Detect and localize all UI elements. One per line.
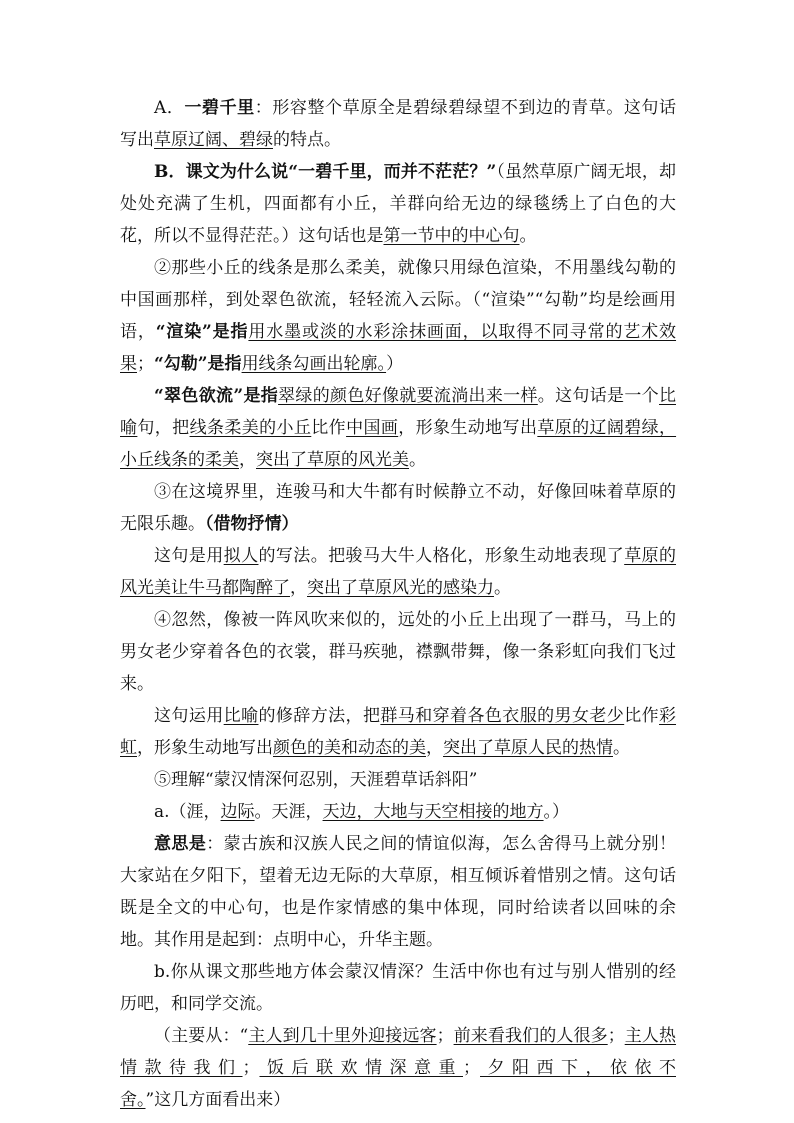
- text-span: 比作: [624, 706, 660, 726]
- text-span: 的修辞方法，把: [258, 706, 381, 726]
- text-span: ；: [137, 354, 154, 374]
- underlined-phrase: 彩虹: [120, 706, 677, 758]
- paragraph-b: [120, 156, 676, 252]
- underlined-phrase: 翠绿的颜色好像就要流淌出来一样: [278, 386, 538, 406]
- text-span: ，形象生动地写出: [398, 418, 538, 438]
- underlined-phrase: 夕阳西下，依依不舍。: [120, 1058, 676, 1110]
- text-span: 。: [519, 226, 537, 246]
- document-page: [120, 92, 676, 1116]
- underlined-phrase: 饭后联欢情深意重: [259, 1058, 463, 1078]
- text-span: （虽然草原广阔无垠，却处处充满了生机，四面都有小丘，羊群向给无边的绿毯绣上了白色的大花，所以不显得茫茫。）这句话也是: [120, 162, 676, 246]
- underlined-phrase: 突出了草原风光的感染力: [307, 578, 494, 598]
- text-span: ：蒙古族和汉族人民之间的情谊似海，怎么舍得马上就分别！大家站在夕阳下，望着无边无际的大草原，相互倾诉着惜别之情。这句话既是全文的中心句，也是作家情感的集中体现，同时给读者以回味的余地。其作用是起到：点明中心，升华主题。: [120, 834, 677, 950]
- underlined-phrase: 突出了草原人民的热情: [443, 738, 613, 758]
- text-span: 。: [409, 450, 426, 470]
- text-span: ，: [426, 738, 443, 758]
- paragraph-3-analysis: [120, 540, 676, 604]
- text-span: ⑤理解“蒙汉情深何忍别，天涯碧草话斜阳”: [154, 770, 478, 790]
- text-span: 这句运用: [154, 706, 224, 726]
- underlined-phrase: 颜色的美和动态的美: [273, 738, 426, 758]
- text-span: ，形象生动地写出: [137, 738, 273, 758]
- underlined-phrase: 比喻: [223, 706, 259, 726]
- paragraph-4: [120, 604, 676, 700]
- paragraph-4-analysis: [120, 700, 676, 764]
- paragraph-meaning: [120, 828, 676, 956]
- text-span: ④忽然，像被一阵风吹来似的，远处的小丘上出现了一群马，马上的男女老少穿着各色的衣裳，群马疾驰，襟飘带舞，像一条彩虹向我们飞过来。: [120, 610, 676, 694]
- text-span: ；: [463, 1058, 480, 1078]
- text-span: 这句是用: [154, 546, 224, 566]
- term-bold: 意思是: [154, 834, 207, 854]
- underlined-phrase: 用水墨或淡的水彩涂抹画面，以取得不同寻常的艺术效果: [120, 322, 677, 374]
- term-bold: （借物抒情）: [205, 514, 299, 534]
- underlined-phrase: 边际: [220, 802, 255, 822]
- text-span: ”这几方面看出来）: [145, 1090, 291, 1110]
- term-bold: “渲染”是指: [155, 322, 249, 342]
- text-span: （主要从：“: [154, 1026, 249, 1046]
- underlined-phrase: 用线条勾画出轮廓。: [241, 354, 387, 374]
- text-span: ，: [290, 578, 307, 598]
- text-span: a.（涯，: [154, 802, 221, 822]
- underlined-phrase: 主人热情款待我们: [120, 1026, 677, 1078]
- underlined-phrase: 前来看我们的人很多: [453, 1026, 608, 1046]
- underlined-phrase: 草原的辽阔碧绿，小丘线条的柔美: [120, 418, 677, 470]
- text-span: 。这句话是一个: [537, 386, 659, 406]
- text-span: ：形容整个草原全是碧绿碧绿望不到边的青草。这句话写出: [120, 98, 677, 150]
- paragraph-5b: [120, 956, 676, 1020]
- text-span: 的特点。: [273, 130, 341, 150]
- question-bold: B．课文为什么说“一碧千里，而并不茫茫？”: [154, 162, 497, 182]
- text-span: ③在这境界里，连骏马和大牛都有时候静立不动，好像回味着草原的无限乐趣。: [120, 482, 676, 534]
- underlined-phrase: 群马和穿着各色衣服的男女老少: [380, 706, 625, 726]
- underlined-phrase: 比喻: [120, 386, 676, 438]
- term-bold: 一碧千里: [184, 98, 255, 118]
- term-bold: “翠色欲流”是指: [154, 386, 279, 406]
- underlined-phrase: 草原辽阔、碧绿: [154, 130, 273, 150]
- text-span: 。天涯，: [254, 802, 323, 822]
- paragraph-cuise: [120, 380, 676, 476]
- underlined-phrase: 中国画: [346, 418, 399, 438]
- text-span: ②那些小丘的线条是那么柔美，就像只用绿色渲染，不用墨线勾勒的中国画那样，到处翠色欲流，轻轻流入云际。（“渲染”“勾勒”均是绘画用语，: [120, 258, 676, 342]
- text-span: ；: [436, 1026, 454, 1046]
- paragraph-answer: [120, 1020, 676, 1116]
- text-span: 。: [494, 578, 511, 598]
- text-span: b.你从课文那些地方体会蒙汉情深？生活中你也有过与别人惜别的经历吧，和同学交流。: [120, 962, 676, 1014]
- paragraph-5a: [120, 796, 676, 828]
- underlined-phrase: 主人到几十里外迎接远客: [248, 1026, 437, 1046]
- text-span: 比作: [311, 418, 347, 438]
- item-label: A．: [154, 98, 185, 118]
- text-span: 。: [613, 738, 630, 758]
- text-span: 。）: [543, 802, 570, 822]
- paragraph-3: [120, 476, 676, 540]
- text-span: ；: [242, 1058, 260, 1078]
- underlined-phrase: 天边，大地与天空相接的地方: [322, 802, 544, 822]
- underlined-phrase: 拟人: [223, 546, 259, 566]
- paragraph-5: [120, 764, 676, 796]
- underlined-phrase: 突出了草原的风光美: [256, 450, 409, 470]
- underlined-phrase: 线条柔美的小丘: [189, 418, 312, 438]
- underlined-phrase: 草原的风光美让牛马都陶醉了: [120, 546, 677, 598]
- paragraph-2: [120, 252, 676, 380]
- text-span: ，: [239, 450, 256, 470]
- text-span: 句，把: [137, 418, 190, 438]
- paragraph-a: [120, 92, 676, 156]
- term-bold: “勾勒”是指: [154, 354, 242, 374]
- text-span: ；: [607, 1026, 625, 1046]
- text-span: ）: [386, 354, 404, 374]
- text-span: 的写法。把骏马大牛人格化，形象生动地表现了: [258, 546, 625, 566]
- underlined-phrase: 第一节中的中心句: [383, 226, 520, 246]
